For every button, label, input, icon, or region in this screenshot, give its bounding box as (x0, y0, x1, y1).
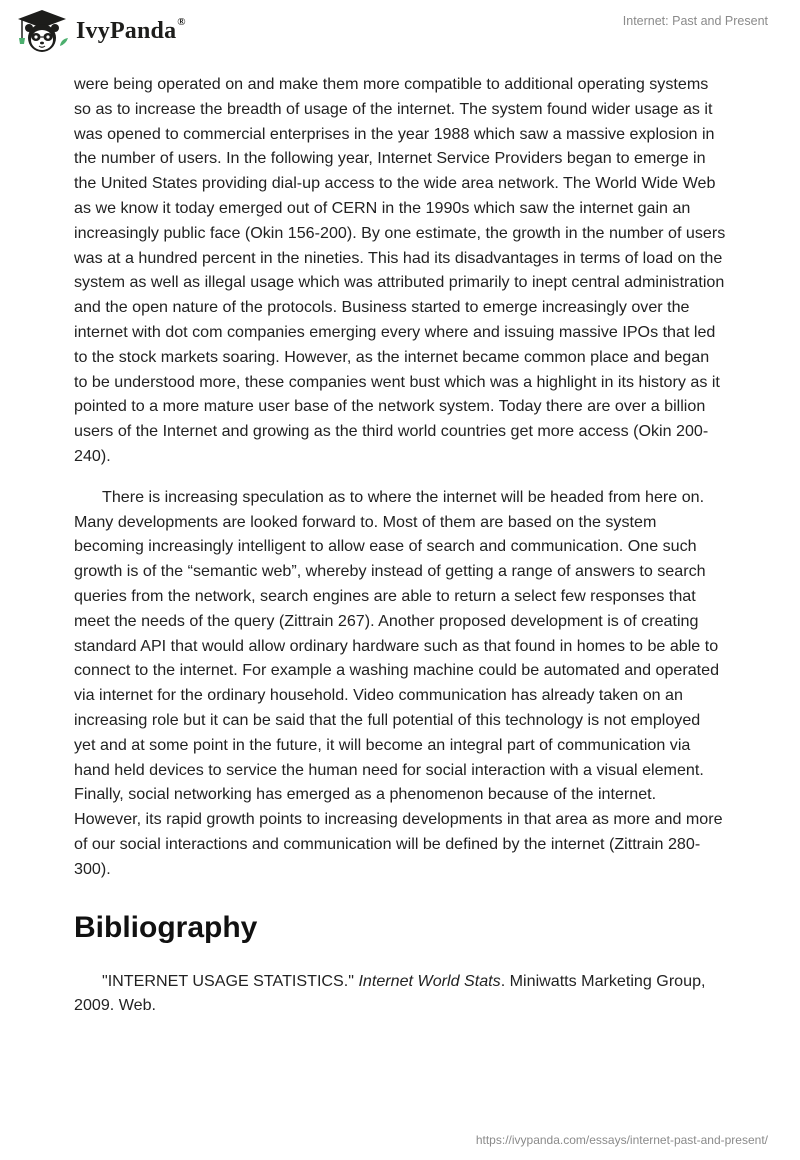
panda-graduation-cap-icon (14, 8, 70, 54)
body-paragraph-1: were being operated on and make them more compatible to additional operating systems so as to increase the breadth of usage of the internet. The system found wider usage as it was opened to commercial enterprises in the year 1988 which saw a massive explosion in the number of users. In the following year, Internet Service Providers began to emerge in the United States providing dial-up access to the wide area network. The World Wide Web as we know it today emerged out of CERN in the 1990s which saw the internet gain an increasingly public face (Okin 156-200). By one estimate, the growth in the number of users was at a hundred percent in the nineties. This had its disadvantages in terms of load on the system as well as illegal usage which was attributed primarily to inept central administration and the open nature of the protocols. Business started to emerge increasingly over the internet with dot com companies emerging every where and issuing massive IPOs that led to the stock markets soaring. However, as the internet became common place and began to be understood more, these companies went bust which was a highlight in its history as it pointed to a more mature user base of the network system. Today there are over a billion users of the Internet and growing as the third world countries get more access (Okin 200-240). (74, 75, 726, 465)
running-title: Internet: Past and Present (622, 14, 768, 28)
bibliography-heading: Bibliography (74, 910, 258, 944)
bibliography-entry (74, 969, 726, 1019)
registered-mark: ® (177, 15, 186, 28)
page-header (0, 0, 800, 66)
footer-url[interactable]: https://ivypanda.com/essays/internet-past-and-present/ (475, 1133, 768, 1147)
entry-rest: . Miniwatts Marketing Group, 2009. Web. (74, 971, 706, 1015)
entry-source: Internet World Stats (358, 971, 501, 990)
ivypanda-logo[interactable] (14, 8, 186, 54)
entry-title: "INTERNET USAGE STATISTICS." (102, 971, 354, 990)
body-paragraph-2: There is increasing speculation as to where the internet will be headed from here on. Many developments are looked forward to. Most of them are based on the system becoming increasingly intelligent to allow ease of search and communication. One such growth is of the “semantic web”, whereby instead of getting a range of answers to search queries from the network, search engines are able to return a select few responses that meet the needs of the query (Zittrain 267). Another proposed development is of creating standard API that would allow ordinary hardware such as that found in homes to be able to connect to the internet. For example a washing machine could be automated and operated via internet for the ordinary household. Video communication has already taken on an increasing role but it can be said that the full potential of this technology is not employed yet and at some point in the future, it will become an integral part of communication via hand held devices to service the human need for social interaction with a visual element. Finally, social networking has emerged as a phenomenon because of the internet. However, its rapid growth points to increasing developments in that area as more and more of our social interactions and communication will be defined by the internet (Zittrain 280-300). (74, 487, 723, 878)
essay-content (74, 72, 726, 1018)
brand-name: IvyPanda® (76, 15, 186, 44)
